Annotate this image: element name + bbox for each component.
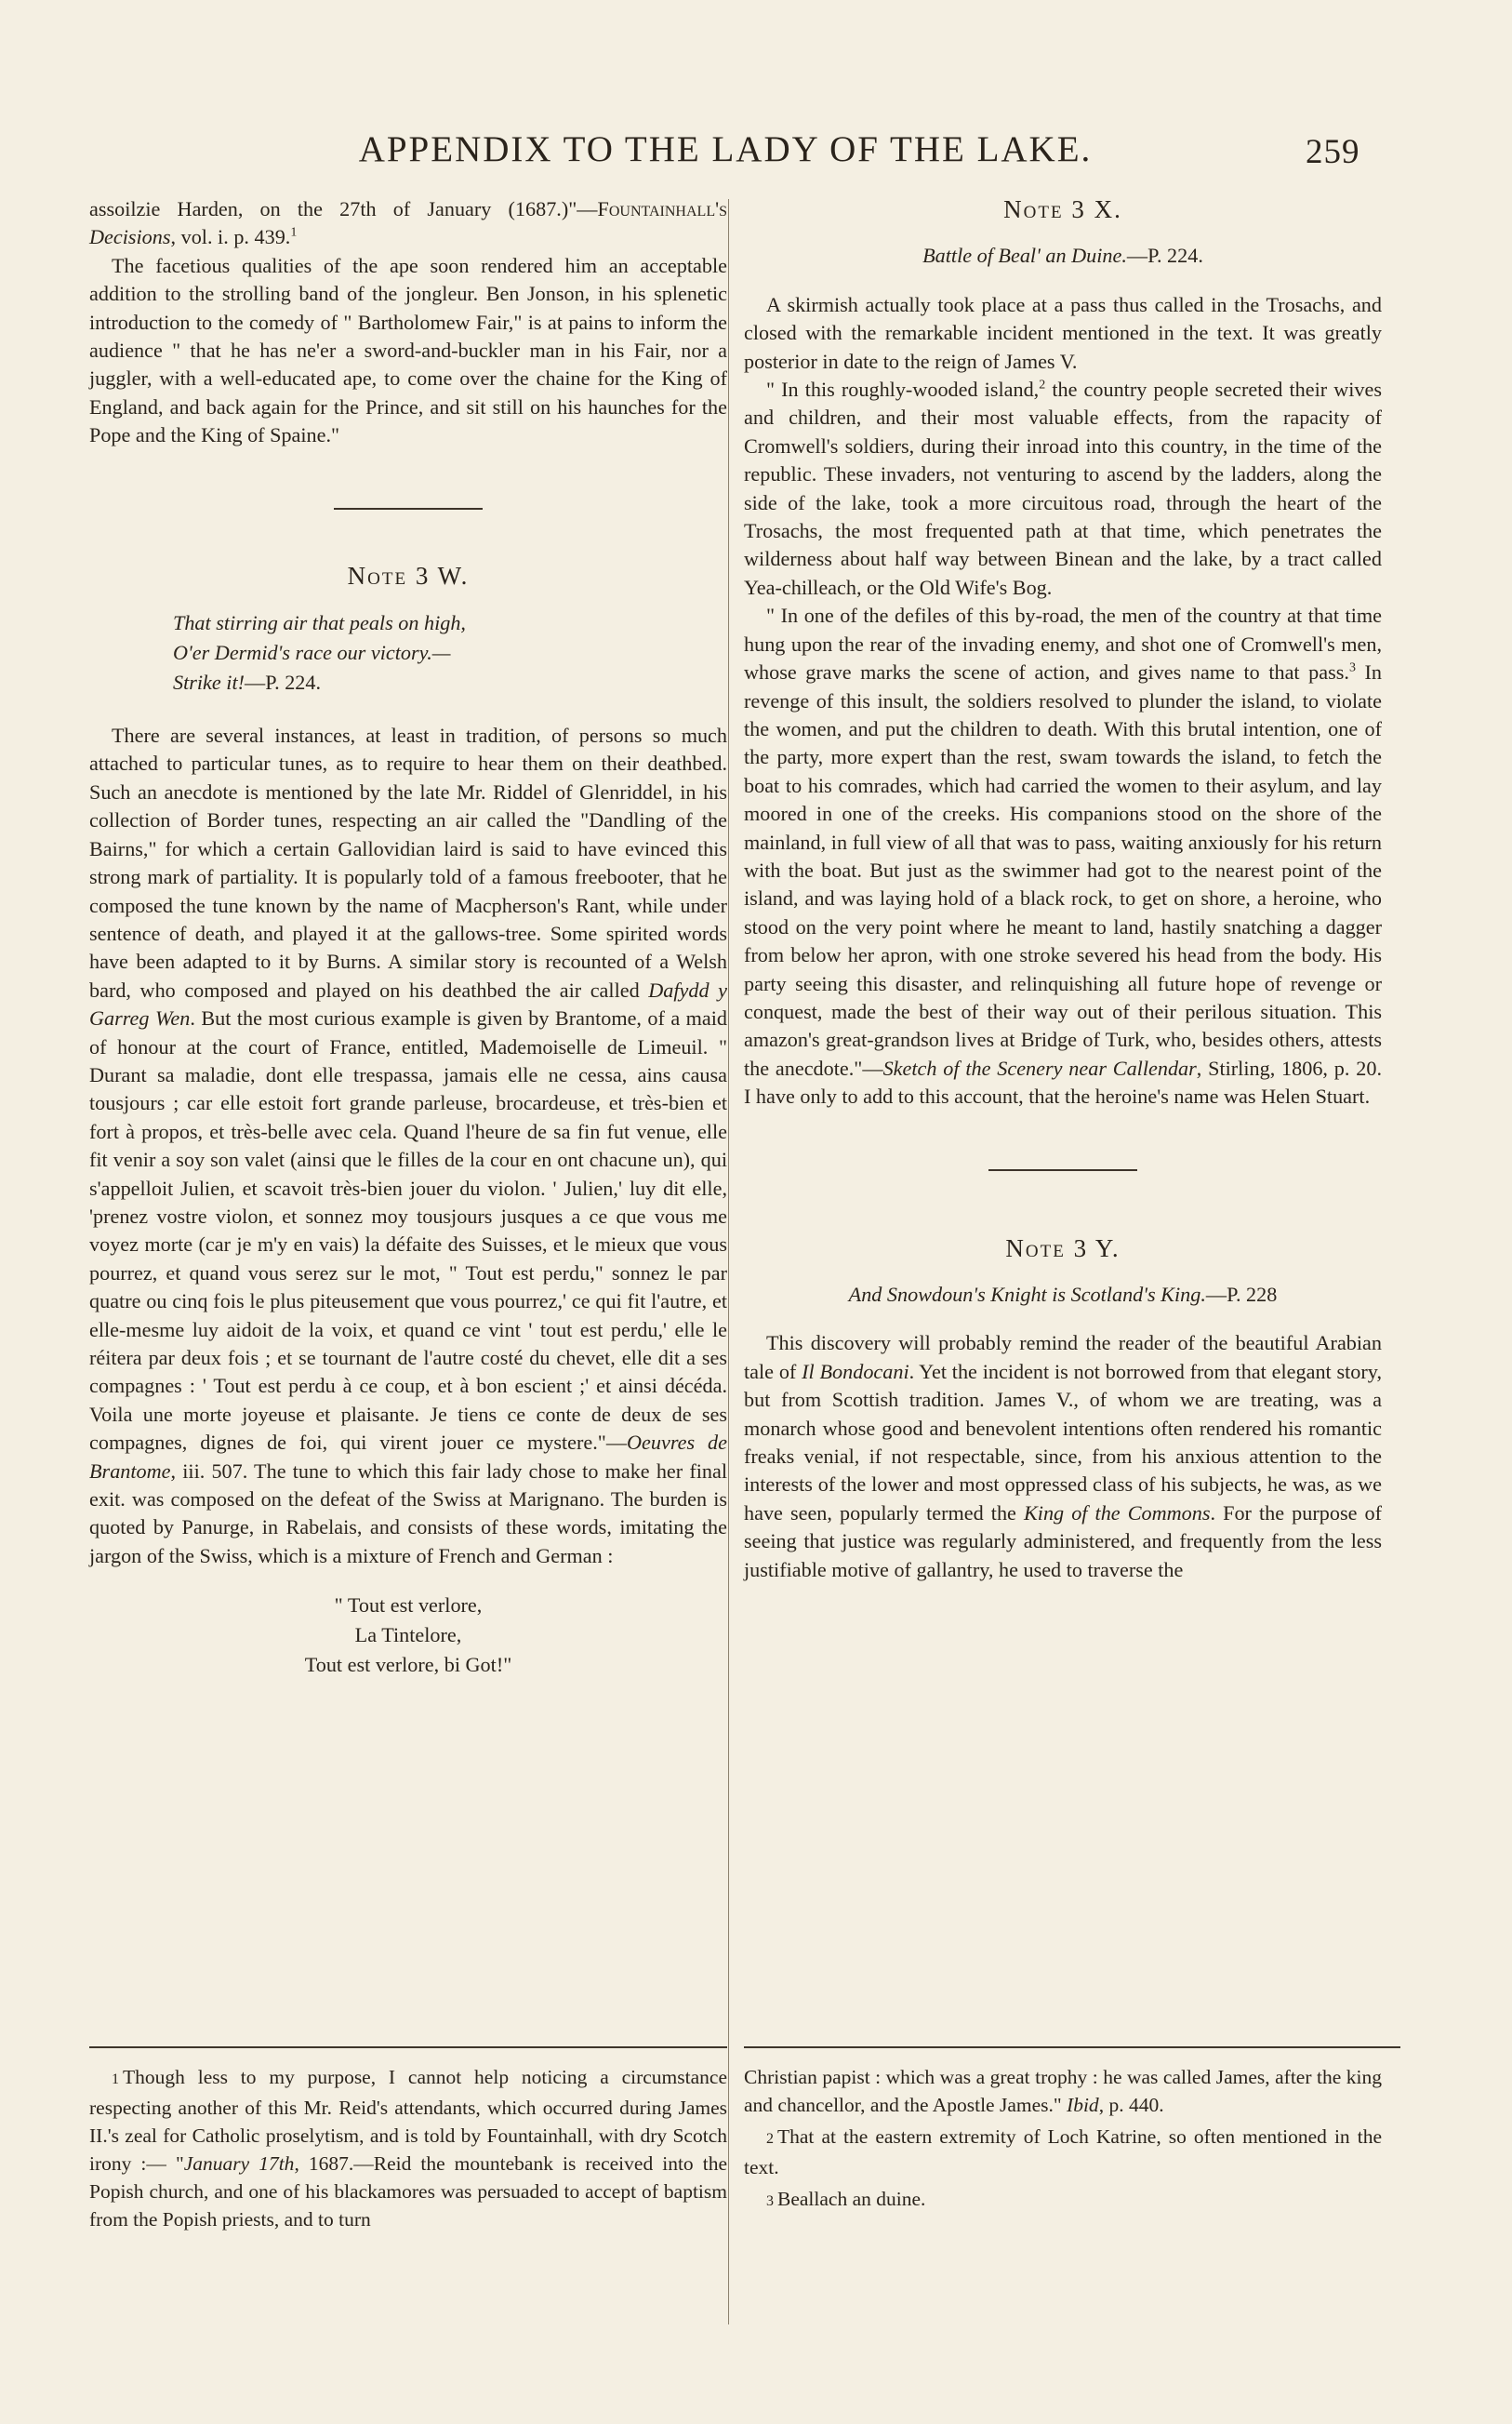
note-3x-reference	[744, 242, 1382, 270]
tune-name: Dafydd y Garreg Wen	[89, 978, 728, 1031]
footnote-1	[89, 2063, 727, 2233]
footnote-3	[744, 2185, 1382, 2216]
footnote-text: , p. 440.	[1098, 2094, 1164, 2116]
left-column	[89, 195, 727, 1680]
footnote-marker-1: 1	[290, 226, 298, 241]
footnote-marker-3: 3	[1348, 660, 1356, 675]
note-3w-text: . But the most curious example is given by Brantome, of a maid of honour at the court of France, entitled, Mademoiselle de Limeuil. " Durant sa maladie, dont elle trespassa, jamais elle ne cessa, ains causa tousjours ; car elle estoit fort grande parleuse, brocardeuse, et très-bien et fort à propos, et très-belle avec cela. Quand l'heure de sa fin fut venue, elle fit venir a soy son valet (ainsi que le filles de la cour en ont chacune un), qui s'appelloit Julien, et scavoit très-bien jouer du violon. ' Julien,' luy dit elle, 'prenez vostre violon, et sonnez moy tousjours jusques a ce que vous me voyez morte (car je m'y en vais) la défaite des Suisses, et le mieux que vous pourrez, et quand vous serez sur le mot, " Tout est perdu," sonnez le par quatre ou cinq fois le plus piteusement que vous pourrez,' ce qui fit l'autre, et elle-mesme luy aidoit de la voix, et quand ce vint ' tout est perdu,' elle le réitera par deux fois ; et se tournant de l'autre costé du chevet, elle dit a ses compagnes : ' Tout est perdu à ce coup, et à bon escient ;' et ainsi décéda. Voila une morte joyeuse et plaisante. Je tiens ce conte de deux de ses compagnes, dignes de foi, qui virent jouer ce mystere."—	[89, 1006, 727, 1455]
footnote-number: 3	[766, 2193, 774, 2209]
footnote-text: , 1687.—Reid the mountebank is received into the Popish church, and one of his blackamores was persuaded to accept of baptism from the Popish priests, and to turn	[89, 2152, 727, 2231]
intro-source: Fountainhall's	[597, 197, 727, 220]
note-3x-paragraph-3	[744, 602, 1382, 1111]
footnote-1-continued	[744, 2063, 1382, 2119]
paragraph-text: " In this roughly-wooded island,	[766, 378, 1040, 402]
footnote-number: 1	[112, 2071, 119, 2087]
paragraph-text: , Stirling, 1806, p. 20. I have only to add to this account, that the heroine's name was Helen Stuart.	[744, 1056, 1382, 1109]
intro-source-title: Decisions	[89, 225, 171, 249]
footnote-2	[744, 2123, 1382, 2181]
footnote-date: January 17th	[183, 2152, 295, 2175]
verse-line: O'er Dermid's race our victory.—	[173, 641, 451, 665]
epithet: King of the Commons	[1023, 1500, 1211, 1525]
paragraph-text: This discovery will probably remind the reader of the beautiful Arabian tale of	[744, 1331, 1382, 1383]
paragraph-text: In revenge of this insult, the soldiers resolved to plunder the island, to violate the women, and put the children to death. With this brutal intention, one of the party, more expert than the rest, swam towards the island, to fetch the boat to his comrades, which had carried the women to their asylum, and lay moored in one of the creeks. His companions stood on the shore of the mainland, in full view of all that was to pass, waiting anxiously for his return with the boat. But just as the swimmer had got to the nearest point of the island, and was laying hold of a black rock, to get on shore, a heroine, who stood on the very point where he meant to land, hastily snatching a dagger from below her apron, with one stroke severed his head from the body. His party seeing this disaster, and relinquishing all future hope of revenge or conquest, made the best of their way out of their perilous situation. This amazon's great-grandson lives at Bridge of Turk, who, besides others, attests the anecdote."—	[744, 660, 1382, 1080]
verse-page-ref: —P. 224.	[245, 671, 322, 695]
footnote-text: That at the eastern extremity of Loch Katrine, so often mentioned in the text.	[744, 2125, 1382, 2178]
right-column	[744, 195, 1382, 1584]
song-quote	[89, 1591, 727, 1680]
footnote-marker-2: 2	[1039, 378, 1046, 393]
footnote-text: Though less to my purpose, I cannot help noticing a circumstance respecting another of this Mr. Reid's attendants, which occurred during James II.'s zeal for Catholic proselytism, and is told by Fountainhall, with dry Scotch irony :— "	[89, 2066, 727, 2175]
reference-page: —P. 228	[1205, 1283, 1278, 1306]
intro-paragraph-1	[89, 195, 727, 252]
footnotes-right	[744, 2063, 1382, 2216]
footnote-ibid: Ibid	[1067, 2094, 1099, 2116]
reference-line: And Snowdoun's Knight is Scotland's King.	[848, 1283, 1206, 1306]
running-title: APPENDIX TO THE LADY OF THE LAKE.	[358, 129, 1093, 169]
intro-text: assoilzie Harden, on the 27th of January (1687.)"—	[89, 197, 598, 220]
reference-page: —P. 224.	[1126, 244, 1203, 268]
source-title: Oeuvres de Brantome	[89, 1431, 727, 1483]
intro-paragraph-2: The facetious qualities of the ape soon rendered him an acceptable addition to the strolling band of the jongleur. Ben Jonson, in his splenetic introduction to the comedy of " Bartholomew Fair," is at pains to inform the audience " that he has ne'er a sword-and-buckler man in his Fair, nor a juggler, with a well-educated ape, to come over the chaine for the King of England, and back again for the Prince, and sit still on his haunches for the Pope and the King of Spaine."	[89, 253, 727, 447]
note-3y-reference	[744, 1281, 1382, 1309]
footnote-number: 2	[766, 2131, 774, 2147]
note-3w-text: There are several instances, at least in tradition, of persons so much attached to particular tunes, as to require to hear them on their deathbed. Such an anecdote is mentioned by the late Mr. Riddel of Glenriddel, in his collection of Border tunes, respecting an air called the "Dandling of the Bairns," for which a certain Gallovidian laird is said to have evinced this strong mark of partiality. It is popularly told of a famous freebooter, that he composed the tune known by the name of Macpherson's Rant, while under sentence of death, and played it at the gallows-tree. Some spirited words have been adapted to it by Burns. A similar story is recounted of a Welsh bard, who composed and played on his deathbed the air called	[89, 724, 727, 1002]
paragraph-text: " In one of the defiles of this by-road, the men of the country at that time hung upon the rear of the invading enemy, and shot one of Cromwell's men, whose grave marks the scene of action, and gives name to that pass.	[744, 604, 1382, 685]
note-3w-verse	[173, 608, 727, 698]
quote-line: " Tout est verlore,	[334, 1593, 483, 1618]
source-title: Sketch of the Scenery near Callendar	[882, 1056, 1197, 1080]
note-3x-paragraph-2	[744, 376, 1382, 602]
verse-line: Strike it!	[173, 671, 245, 695]
note-3w-text: , iii. 507. The tune to which this fair lady chose to make her final exit. was composed on the defeat of the Swiss at Marignano. The burden is quoted by Panurge, in Rabelais, and consists of these words, imitating the jargon of the Swiss, which is a mixture of French and German :	[89, 1458, 727, 1567]
tale-title: Il Bondocani	[802, 1359, 909, 1383]
footnote-rule-left	[89, 2046, 727, 2048]
footnote-text: Christian papist : which was a great trophy : he was called James, after the king and chancellor, and the Apostle James."	[744, 2066, 1382, 2116]
paragraph-text: . For the purpose of seeing that justice was regularly administered, and frequently from the less justifiable motive of gallantry, he used to traverse the	[744, 1500, 1382, 1581]
footnotes-left	[89, 2063, 727, 2233]
verse-line: That stirring air that peals on high,	[173, 611, 466, 635]
column-divider	[728, 199, 729, 2324]
page-header	[0, 128, 1512, 184]
quote-line: Tout est verlore, bi Got!"	[304, 1653, 512, 1677]
quote-line: La Tintelore,	[354, 1623, 462, 1647]
note-3x-paragraph-1: A skirmish actually took place at a pass thus called in the Trosachs, and closed with the remarkable incident mentioned in the text. It was greatly posterior in date to the reign of James V.	[744, 292, 1382, 373]
note-3x-title: Note 3 X.	[1003, 195, 1122, 223]
footnote-text: Beallach an duine.	[777, 2188, 926, 2210]
note-3w-body	[89, 722, 727, 1570]
intro-citation: , vol. i. p. 439.	[170, 225, 291, 249]
footnote-rule-right	[744, 2046, 1400, 2048]
note-3y-paragraph-1	[744, 1329, 1382, 1584]
paragraph-text: the country people secreted their wives and children, and their most valuable effects, from the rapacity of Cromwell's soldiers, during their inroad into this country, in the time of the republic. These invaders, not venturing to ascend by the ladders, along the side of the lake, took a more circuitous road, through the heart of the Trosachs, the most frequented path at that time, which penetrates the wilderness about half way between Binean and the lake, by a tract called Yea-chilleach, or the Old Wife's Bog.	[744, 378, 1382, 599]
note-3y-title: Note 3 Y.	[1005, 1233, 1121, 1262]
note-3w-title: Note 3 W.	[347, 561, 470, 590]
page-number: 259	[1306, 133, 1360, 171]
paragraph-text: . Yet the incident is not borrowed from that elegant story, but from Scottish tradition. James V., of whom we are treating, was a monarch whose good and benevolent intentions often rendered his romantic freaks venial, if not respectable, since, from his anxious attention to the interests of the lower and most oppressed class of his subjects, he was, as we have seen, popularly termed the	[744, 1359, 1382, 1525]
reference-line: Battle of Beal' an Duine.	[922, 244, 1127, 268]
